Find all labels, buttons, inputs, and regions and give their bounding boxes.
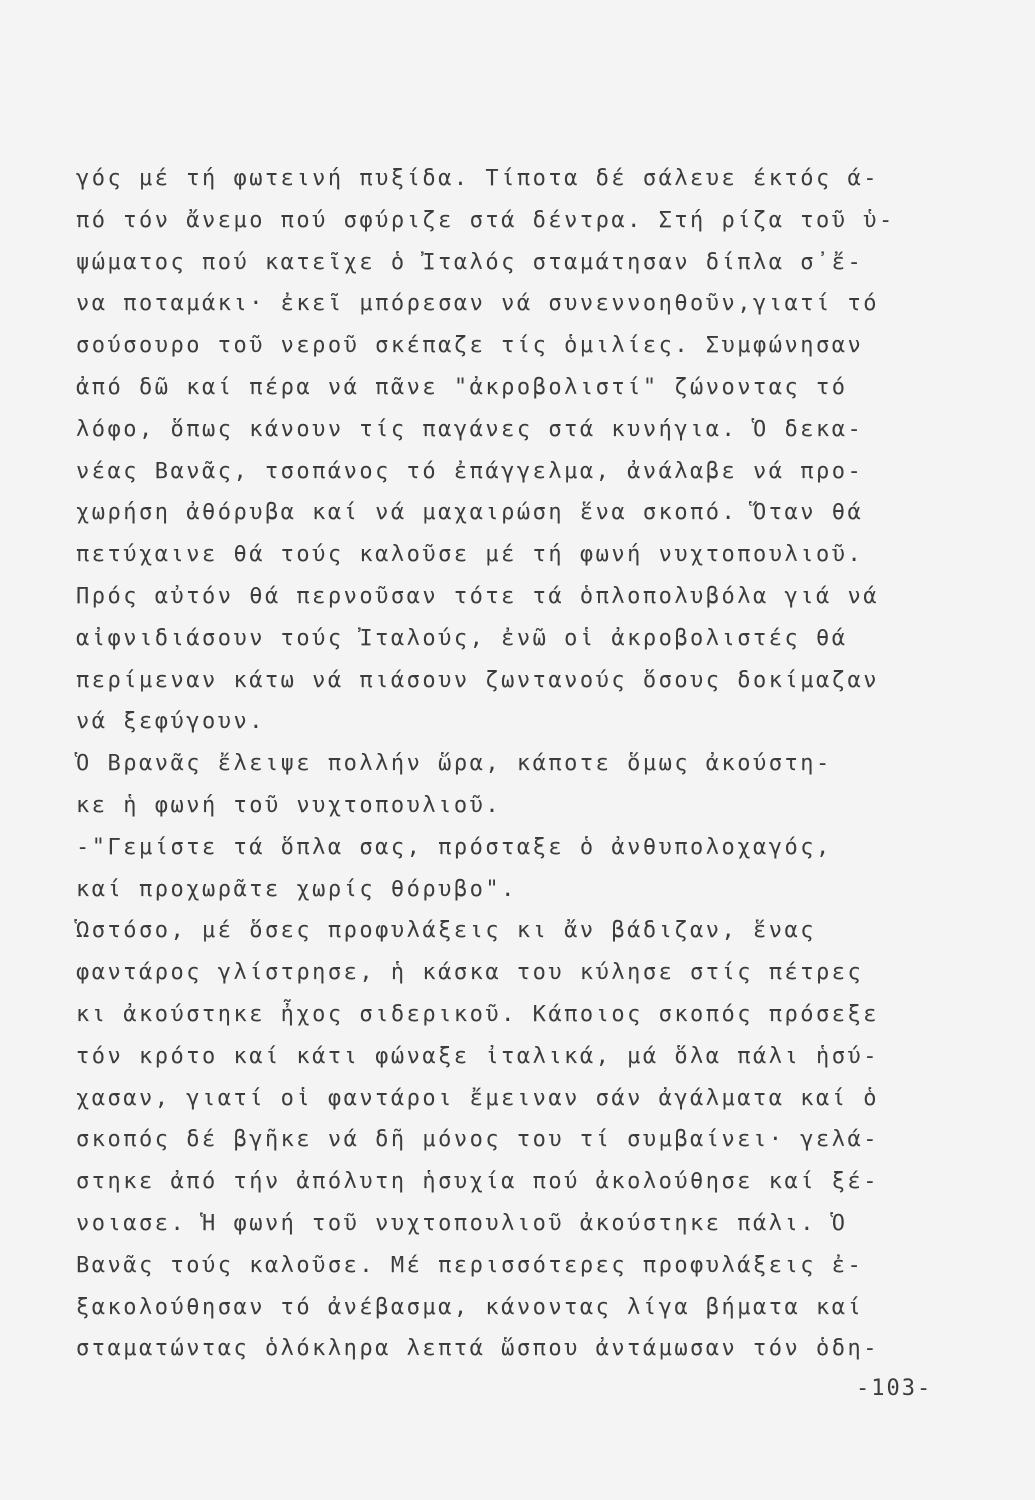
text-line: νέας Βανᾶς, τσοπάνος τό ἐπάγγελμα, ἀνάλαβε νά προ-: [76, 458, 864, 484]
text-line: σταματώντας ὁλόκληρα λεπτά ὥσπου ἀντάμωσαν τόν ὁδη-: [76, 1336, 880, 1362]
text-line: νοιασε. Ἡ φωνή τοῦ νυχτοπουλιοῦ ἀκούστηκε πάλι. Ὁ: [76, 1210, 848, 1236]
text-line: σκοπός δέ βγῆκε νά δῆ μόνος του τί συμβαίνει· γελά-: [76, 1127, 880, 1153]
text-line: χωρήση ἀθόρυβα καί νά μαχαιρώση ἕνα σκοπό. Ὅταν θά: [76, 500, 864, 526]
text-line: Βανᾶς τούς καλοῦσε. Μέ περισσότερες προφυλάξεις ἐ-: [76, 1252, 864, 1278]
text-line: ἀπό δῶ καί πέρα νά πᾶνε "ἀκροβολιστί" ζώνοντας τό: [76, 374, 848, 400]
text-line: κε ἡ φωνή τοῦ νυχτοπουλιοῦ.: [76, 792, 502, 818]
text-line: νά ξεφύγουν.: [76, 709, 265, 735]
text-line: Ὡστόσο, μέ ὅσες προφυλάξεις κι ἄν βάδιζαν, ἕνας: [76, 918, 817, 944]
text-line: σούσουρο τοῦ νεροῦ σκέπαζε τίς ὁμιλίες. Συμφώνησαν: [76, 333, 864, 359]
text-line: αἰφνιδιάσουν τούς Ἰταλούς, ἐνῶ οἱ ἀκροβολιστές θά: [76, 625, 848, 651]
text-line: στηκε ἀπό τήν ἀπόλυτη ἡσυχία πού ἀκολούθησε καί ξέ-: [76, 1169, 880, 1195]
text-line: περίμεναν κάτω νά πιάσουν ζωντανούς ὅσους δοκίμαζαν: [76, 667, 880, 693]
text-line: να ποταμάκι· ἐκεῖ μπόρεσαν νά συνεννοηθοῦν,γιατί τό: [76, 291, 880, 317]
text-line: ψώματος πού κατεῖχε ὁ Ἰταλός σταμάτησαν δίπλα σ᾽ἔ-: [76, 249, 864, 275]
text-line: ξακολούθησαν τό ἀνέβασμα, κάνοντας λίγα βήματα καί: [76, 1294, 864, 1320]
text-line: πετύχαινε θά τούς καλοῦσε μέ τή φωνή νυχτοπουλιοῦ.: [76, 542, 864, 568]
text-line: τόν κρότο καί κάτι φώναξε ἰταλικά, μά ὅλα πάλι ἡσύ-: [76, 1043, 880, 1069]
text-line: πό τόν ἄνεμο πού σφύριζε στά δέντρα. Στή ρίζα τοῦ ὑ-: [76, 207, 895, 233]
text-line: καί προχωρᾶτε χωρίς θόρυβο".: [76, 876, 517, 902]
text-line: Ὁ Βρανᾶς ἔλειψε πολλήν ὥρα, κάποτε ὅμως ἀκούστη-: [76, 751, 832, 777]
text-line: φαντάρος γλίστρησε, ἡ κάσκα του κύλησε στίς πέτρες: [76, 960, 864, 986]
text-line: λόφο, ὅπως κάνουν τίς παγάνες στά κυνήγια. Ὁ δεκα-: [76, 416, 864, 442]
page-number: -103-: [856, 1376, 933, 1401]
text-line: Πρός αὐτόν θά περνοῦσαν τότε τά ὁπλοπολυβόλα γιά νά: [76, 583, 880, 609]
text-line: χασαν, γιατί οἱ φαντάροι ἔμειναν σάν ἀγάλματα καί ὁ: [76, 1085, 880, 1111]
body-text: [76, 158, 956, 1370]
text-line: κι ἀκούστηκε ἦχος σιδερικοῦ. Κάποιος σκοπός πρόσεξε: [76, 1001, 880, 1027]
text-line: -"Γεμίστε τά ὅπλα σας, πρόσταξε ὁ ἀνθυπολοχαγός,: [76, 834, 832, 860]
text-line: γός μέ τή φωτεινή πυξίδα. Τίποτα δέ σάλευε έκτός ά-: [76, 166, 880, 191]
